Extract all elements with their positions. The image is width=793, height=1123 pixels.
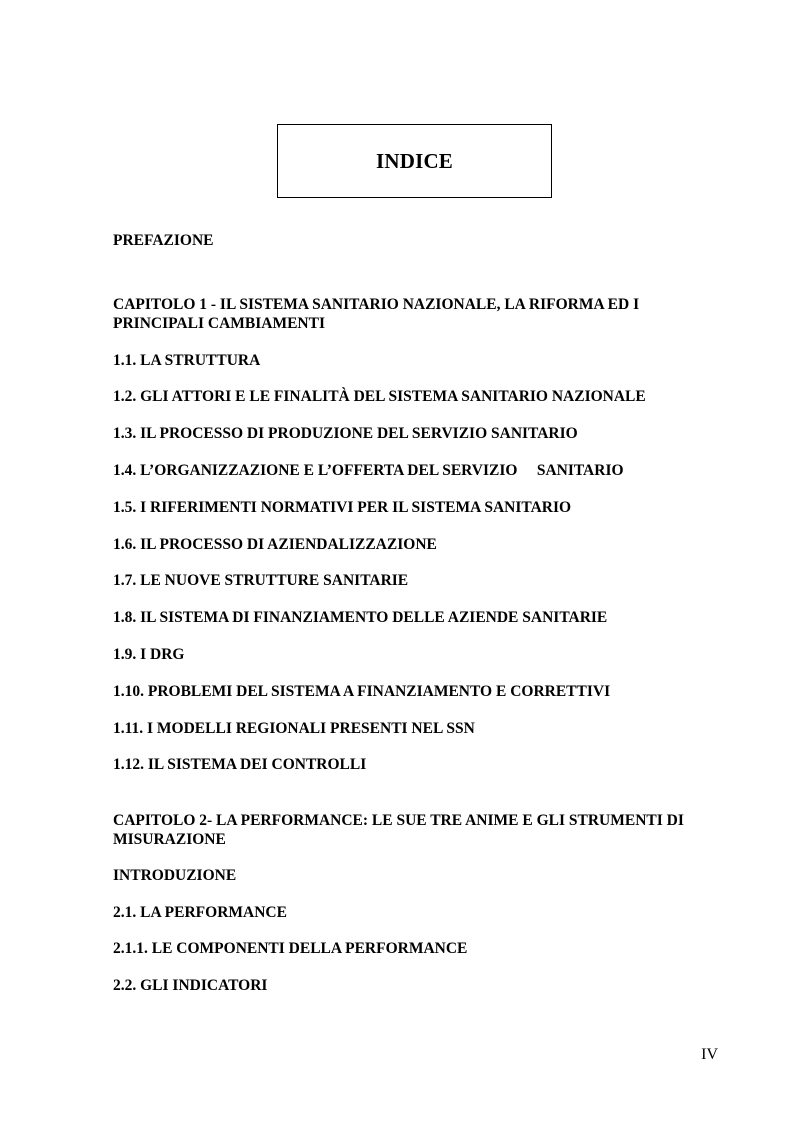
toc-entry-1-9: 1.9. I DRG bbox=[113, 646, 185, 663]
toc-entry-chapter-2: CAPITOLO 2- LA PERFORMANCE: LE SUE TRE ANIME E GLI STRUMENTI DI MISURAZIONE bbox=[113, 812, 688, 848]
toc-entry-2-1-1: 2.1.1. LE COMPONENTI DELLA PERFORMANCE bbox=[113, 940, 468, 957]
toc-entry-1-6: 1.6. IL PROCESSO DI AZIENDALIZZAZIONE bbox=[113, 536, 437, 553]
index-title-box bbox=[277, 124, 552, 198]
toc-entry-1-3: 1.3. IL PROCESSO DI PRODUZIONE DEL SERVIZIO SANITARIO bbox=[113, 425, 578, 442]
toc-entry-1-10: 1.10. PROBLEMI DEL SISTEMA A FINANZIAMENTO E CORRETTIVI bbox=[113, 683, 611, 700]
toc-entry-1-5: 1.5. I RIFERIMENTI NORMATIVI PER IL SISTEMA SANITARIO bbox=[113, 499, 572, 516]
toc-entry-introduzione: INTRODUZIONE bbox=[113, 867, 237, 884]
toc-entry-prefazione: PREFAZIONE bbox=[113, 232, 214, 249]
toc-entry-1-2: 1.2. GLI ATTORI E LE FINALITÀ DEL SISTEMA SANITARIO NAZIONALE bbox=[113, 388, 646, 405]
page-number: IV bbox=[701, 1046, 718, 1063]
toc-entry-1-1: 1.1. LA STRUTTURA bbox=[113, 352, 261, 369]
toc-entry-chapter-1: CAPITOLO 1 - IL SISTEMA SANITARIO NAZIONALE, LA RIFORMA ED I PRINCIPALI CAMBIAMENTI bbox=[113, 296, 643, 332]
toc-entry-1-11: 1.11. I MODELLI REGIONALI PRESENTI NEL SSN bbox=[113, 720, 475, 737]
toc-entry-1-4: 1.4. L’ORGANIZZAZIONE E L’OFFERTA DEL SERVIZIO SANITARIO bbox=[113, 462, 624, 479]
toc-entry-1-12: 1.12. IL SISTEMA DEI CONTROLLI bbox=[113, 756, 367, 773]
toc-entry-1-8: 1.8. IL SISTEMA DI FINANZIAMENTO DELLE AZIENDE SANITARIE bbox=[113, 609, 608, 626]
page-title: INDICE bbox=[375, 148, 454, 173]
toc-entry-2-1: 2.1. LA PERFORMANCE bbox=[113, 904, 287, 921]
toc-entry-1-7: 1.7. LE NUOVE STRUTTURE SANITARIE bbox=[113, 572, 409, 589]
toc-entry-2-2: 2.2. GLI INDICATORI bbox=[113, 977, 268, 994]
